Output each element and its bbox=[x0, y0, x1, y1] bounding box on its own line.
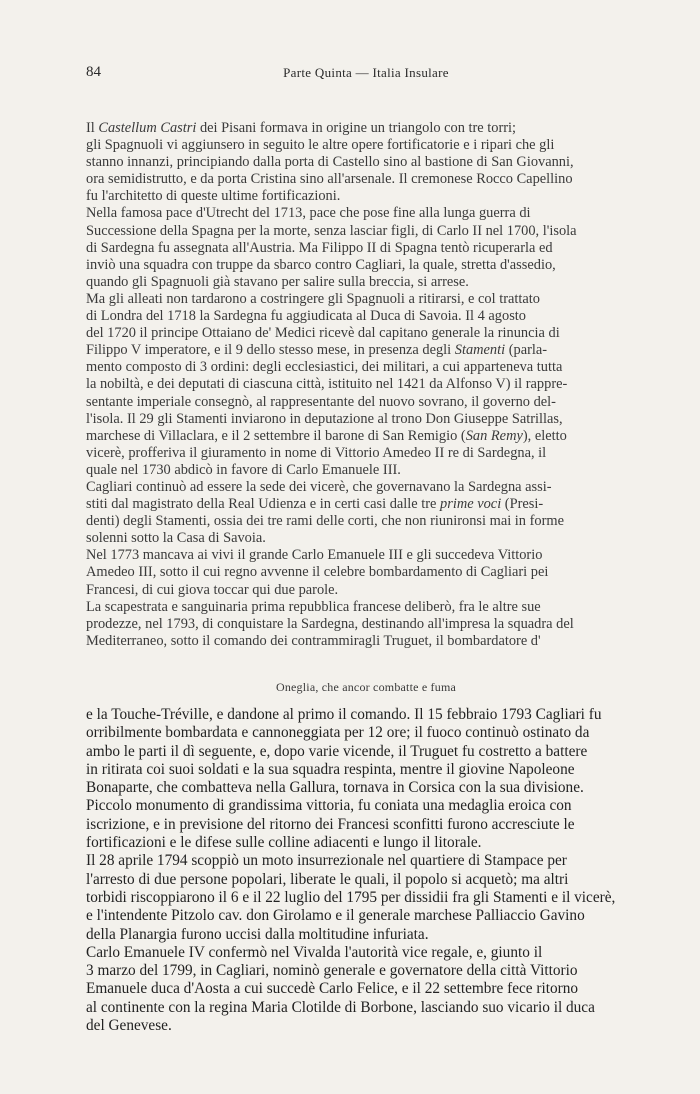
upper-text-line: denti) degli Stamenti, ossia dei tre rami delle corti, che non riunironsi mai in forme bbox=[86, 513, 564, 530]
upper-text-line: mento composto di 3 ordini: degli ecclesiastici, dei militari, a cui apparteneva tutta bbox=[86, 359, 563, 376]
upper-text-line: Nel 1773 mancava ai vivi il grande Carlo Emanuele III e gli succedeva Vittorio bbox=[86, 547, 543, 564]
upper-text-line bbox=[86, 120, 646, 137]
upper-text-line: prodezze, nel 1793, di conquistare la Sardegna, destinando all'impresa la squadra del bbox=[86, 615, 574, 632]
lower-text-line: Piccolo monumento di grandissima vittoria, fu coniata una medaglia eroica con bbox=[86, 797, 572, 815]
upper-text-line: quale nel 1730 abdicò in favore di Carlo Emanuele III. bbox=[86, 461, 401, 478]
lower-text-line: torbidi riscoppiarono il 6 e il 22 luglio del 1795 per dissidii fra gli Stamenti e il vicerè, bbox=[86, 888, 616, 906]
lower-text-line: l'arresto di due persone popolari, liberate le quali, il popolo si acquetò; ma altri bbox=[86, 870, 569, 888]
upper-text-line: Ma gli alleati non tardarono a costringere gli Spagnuoli a ritirarsi, e col trattato bbox=[86, 290, 540, 307]
text-run: ), eletto bbox=[522, 427, 567, 444]
upper-text-line bbox=[86, 496, 646, 513]
upper-text-line: solenni sotto la Casa di Savoia. bbox=[86, 530, 266, 547]
lower-text-line: e l'intendente Pitzolo cav. don Girolamo e il generale marchese Palliaccio Gavino bbox=[86, 907, 585, 925]
lower-text-line: della Planargia furono uccisi dalla moltitudine infuriata. bbox=[86, 925, 429, 943]
text-run: stiti dal magistrato della Real Udienza e in certi casi dalle tre bbox=[86, 496, 441, 513]
lower-text-line: al continente con la regina Maria Clotilde di Borbone, lasciando suo vicario il duca bbox=[86, 998, 595, 1016]
upper-text-block bbox=[86, 120, 646, 650]
upper-text-line: fu l'architetto di queste ultime fortificazioni. bbox=[86, 188, 341, 205]
upper-text-line: stanno innanzi, principiando dalla porta di Castello sino al bastione di San Giovanni, bbox=[86, 154, 574, 171]
upper-text-line: di Londra del 1718 la Sardegna fu aggiudicata al Duca di Savoia. Il 4 agosto bbox=[86, 308, 526, 325]
lower-text-line: 3 marzo del 1799, in Cagliari, nominò generale e governatore della città Vittorio bbox=[86, 962, 578, 980]
page-header bbox=[86, 64, 646, 84]
page-number: 84 bbox=[86, 64, 101, 80]
running-head: Parte Quinta — Italia Insulare bbox=[283, 65, 449, 80]
lower-text-line: iscrizione, e in previsione del ritorno dei Francesi sconfitti furono accresciute le bbox=[86, 815, 575, 833]
upper-text-line: gli Spagnuoli vi aggiunsero in seguito le altre opere fortificatorie e i ripari che gli bbox=[86, 137, 555, 154]
text-run: (Presi- bbox=[501, 496, 544, 513]
italic-term: Stamenti bbox=[454, 342, 506, 359]
upper-text-line: Amedeo III, sotto il cui regno avvenne il celebre bombardamento di Cagliari pei bbox=[86, 564, 549, 581]
italic-term: San Remy bbox=[465, 427, 523, 444]
upper-text-line: inviò una squadra con truppe da sbarco contro Cagliari, la quale, stretta d'assedio, bbox=[86, 256, 556, 273]
upper-text-line: quando gli Spagnuoli già stavano per salire sulla breccia, si arrese. bbox=[86, 273, 469, 290]
text-run: marchese di Villaclara, e il 2 settembre il barone di San Remigio ( bbox=[86, 427, 466, 444]
lower-text-line: e la Touche-Tréville, e dandone al primo il comando. Il 15 febbraio 1793 Cagliari fu bbox=[86, 706, 602, 723]
upper-text-line: Cagliari continuò ad essere la sede dei vicerè, che governavano la Sardegna assi- bbox=[86, 478, 552, 495]
upper-text-line bbox=[86, 342, 646, 359]
lower-text-line: Il 28 aprile 1794 scoppiò un moto insurrezionale nel quartiere di Stampace per bbox=[86, 852, 567, 870]
upper-text-line: ora semidistrutto, e da porta Cristina sino all'arsenale. Il cremonese Rocco Capellino bbox=[86, 171, 573, 188]
italic-term: prime voci bbox=[440, 496, 502, 513]
upper-text-line: Nella famosa pace d'Utrecht del 1713, pace che pose fine alla lunga guerra di bbox=[86, 205, 531, 222]
lower-text-line: fortificazioni e le difese sulle colline adiacenti e lungo il litorale. bbox=[86, 834, 482, 852]
upper-text-line bbox=[86, 428, 646, 445]
text-run: Il bbox=[86, 120, 99, 136]
lower-text-line: del Genevese. bbox=[86, 1017, 172, 1035]
upper-text-line: di Sardegna fu assegnata all'Austria. Ma Filippo II di Spagna tentò ricuperarla ed bbox=[86, 239, 553, 256]
upper-text-line: del 1720 il principe Ottaiano de' Medici ricevè dal capitano generale la rinuncia di bbox=[86, 325, 560, 342]
upper-text-line: l'isola. Il 29 gli Stamenti inviarono in deputazione al trono Don Giuseppe Satrillas, bbox=[86, 410, 563, 427]
lower-text-line: orribilmente bombardata e cannoneggiata per 12 ore; il fuoco continuò ostinato da bbox=[86, 724, 590, 742]
lower-text-block bbox=[86, 706, 646, 1035]
text-run: dei Pisani formava in origine un triangolo con tre torri; bbox=[196, 120, 517, 136]
text-run: (parla- bbox=[505, 342, 548, 359]
text-run: Filippo V imperatore, e il 9 dello stesso mese, in presenza degli bbox=[86, 342, 455, 359]
lower-text-line: Bonaparte, che combatteva nella Gallura, tornava in Corsica con la sua divisione. bbox=[86, 779, 584, 797]
lower-text-line: Carlo Emanuele IV confermò nel Vivalda l'autorità vice regale, e, giunto il bbox=[86, 943, 543, 961]
upper-text-line: la nobiltà, e dei deputati di ciascuna città, istituito nel 1421 da Alfonso V) il rappre- bbox=[86, 376, 568, 393]
italic-term: Castellum Castri bbox=[98, 120, 197, 136]
lower-text-line: ambo le parti il dì seguente, e, dopo varie vicende, il Truguet fu costretto a battere bbox=[86, 742, 588, 760]
lower-text-line: Emanuele duca d'Aosta a cui succedè Carlo Felice, e il 22 settembre fece ritorno bbox=[86, 980, 579, 998]
upper-text-line: sentante imperiale consegnò, al rappresentante del nuovo sovrano, il governo del- bbox=[86, 393, 556, 410]
upper-text-line: La scapestrata e sanguinaria prima repubblica francese deliberò, fra le altre sue bbox=[86, 598, 541, 615]
upper-text-line: Mediterraneo, sotto il comando dei contrammiragli Truguet, il bombardatore d' bbox=[86, 632, 541, 649]
upper-text-line: Francesi, di cui giova toccar qui due parole. bbox=[86, 581, 339, 598]
image-caption: Oneglia, che ancor combatte e fuma bbox=[275, 680, 457, 694]
lower-text-line: in ritirata coi suoi soldati e la sua squadra respinta, mentre il giovine Napoleone bbox=[86, 760, 575, 778]
upper-text-line: vicerè, profferiva il giuramento in nome di Vittorio Amedeo II re di Sardegna, il bbox=[86, 444, 547, 461]
upper-text-line: Successione della Spagna per la morte, senza lasciar figli, di Carlo II nel 1700, l'isola bbox=[86, 222, 577, 239]
